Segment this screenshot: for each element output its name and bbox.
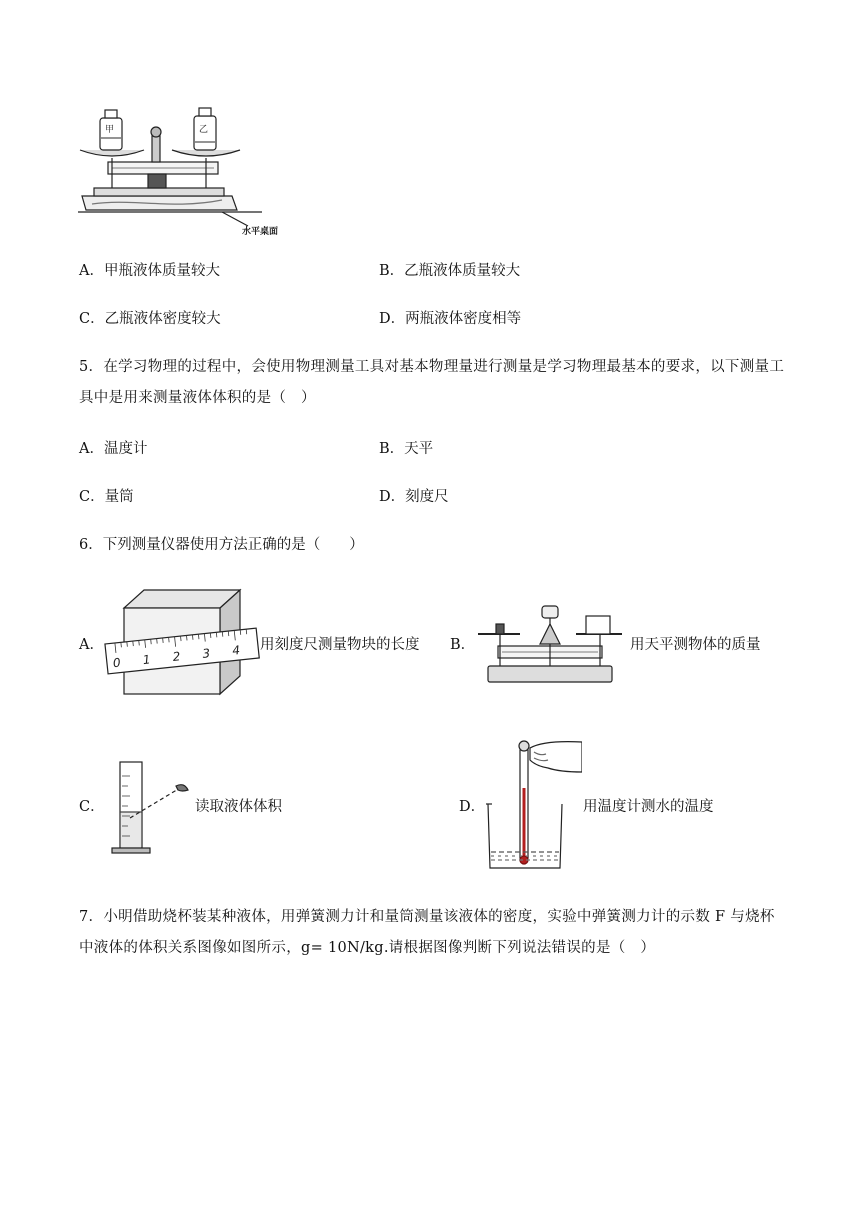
q4-option-a (79, 261, 220, 281)
graduated-cylinder-figure (108, 756, 198, 858)
q6-option-b-letter: B． (450, 637, 476, 653)
option-letter: C． (79, 489, 105, 505)
option-text: 量筒 (104, 489, 134, 505)
q6-option-a-letter: A． (79, 637, 104, 653)
thermometer-beaker-figure (482, 738, 582, 872)
ruler-block-figure (102, 588, 262, 698)
option-letter: A． (79, 263, 104, 279)
option-letter: D． (379, 489, 406, 505)
bottle-a-label: 甲 (105, 125, 115, 135)
option-letter: A． (79, 441, 104, 457)
balance-weighing-figure (476, 604, 626, 686)
q5-stem: 5．在学习物理的过程中，会使用物理测量工具对基本物理量进行测量是学习物理最基本的要求，以下测量工具中是用来测量液体体积的是（ ） (79, 359, 785, 406)
q6-stem: 6．下列测量仪器使用方法正确的是（ ） (79, 537, 364, 553)
option-text: 乙瓶液体质量较大 (404, 263, 521, 279)
option-letter: C． (79, 311, 105, 327)
option-text: 两瓶液体密度相等 (405, 311, 522, 327)
option-text: 刻度尺 (405, 489, 449, 505)
q4-option-d (379, 309, 521, 329)
q5-option-d (379, 487, 449, 507)
q6-option-d-letter: D． (459, 799, 486, 815)
option-text: 天平 (404, 441, 434, 457)
q5-option-a (79, 439, 147, 459)
table-label: 水平桌面 (242, 227, 279, 237)
ruler-tick-0: 0 (112, 655, 122, 671)
q7-stem: 7．小明借助烧杯装某种液体，用弹簧测力计和量筒测量该液体的密度，实验中弹簧测力计的示数 F 与烧杯中液体的体积关系图像如图所示，g= 10N/kg.请根据图像判断下列说法错误的是（ ） (79, 909, 775, 956)
q6-option-a-text: 用刻度尺测量物块的长度 (260, 637, 420, 653)
option-text: 温度计 (103, 441, 148, 457)
q4-option-c (79, 309, 221, 329)
option-letter: B． (379, 263, 405, 279)
q4-option-b (379, 261, 520, 281)
q5-option-b (379, 439, 433, 459)
q6-option-c-letter: C． (79, 799, 105, 815)
option-letter: B． (379, 441, 405, 457)
q5-option-c (79, 487, 134, 507)
q6-option-d-text: 用温度计测水的温度 (583, 799, 714, 815)
ruler-tick-2: 2 (171, 649, 182, 664)
bottle-b-label: 乙 (199, 125, 209, 135)
ruler-tick-3: 3 (201, 646, 211, 661)
balance-bottles-figure (72, 100, 282, 240)
q6-option-b-text: 用天平测物体的质量 (630, 637, 761, 653)
option-letter: D． (379, 311, 406, 327)
ruler-tick-4: 4 (231, 642, 241, 658)
q6-option-c-text: 读取液体体积 (195, 799, 282, 815)
option-text: 甲瓶液体质量较大 (103, 263, 220, 279)
option-text: 乙瓶液体密度较大 (104, 311, 221, 327)
ruler-tick-1: 1 (142, 652, 152, 668)
